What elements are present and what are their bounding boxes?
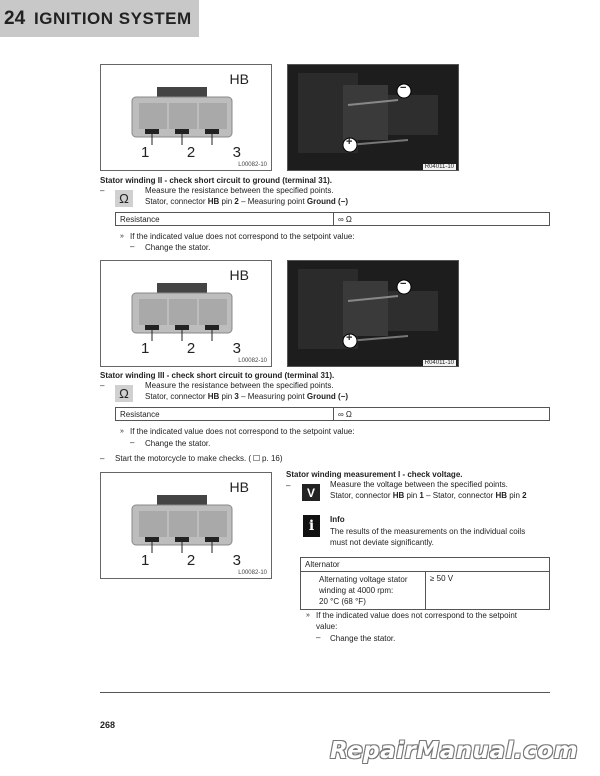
sub-dash: – — [316, 633, 321, 642]
photo-code: R04011-10 — [424, 164, 454, 170]
alt-spec-value: ≥ 50 V — [430, 574, 454, 583]
pin-1: 1 — [141, 144, 150, 161]
section1-heading: Stator winding II - check short circuit to ground (terminal 31). — [100, 176, 333, 185]
plus-marker: + — [346, 332, 353, 344]
connector-label: HB — [229, 479, 249, 495]
connector-image — [127, 283, 237, 341]
page-ref-link[interactable]: p. 16) — [262, 454, 283, 463]
connector-figure-3 — [100, 472, 272, 579]
page-number: 268 — [100, 720, 116, 730]
pin-3: 3 — [232, 144, 241, 161]
section3-heading: Stator winding measurement I - check voltage. — [286, 470, 463, 479]
pin-numbers — [141, 144, 241, 161]
page-ref-icon — [253, 455, 260, 461]
footer-divider — [100, 692, 550, 693]
alternator-spec-table — [300, 557, 550, 610]
chapter-number: 24 — [4, 7, 26, 29]
section1-instructions: Measure the resistance between the specified points. Stator, connector HB pin 2 – Measuring point Ground (−) — [145, 186, 348, 206]
condition-bullet: » If the indicated value does not correspond to the setpoint value: — [120, 232, 355, 241]
plus-marker: + — [346, 136, 353, 148]
start-text: Start the motorcycle to make checks. ( p. 16) — [115, 454, 283, 463]
pin-3: 3 — [232, 552, 241, 569]
resistance-spec-table — [115, 212, 550, 226]
minus-marker: − — [400, 278, 407, 290]
connector-figure-1 — [100, 64, 272, 171]
step-dash: – — [100, 381, 105, 390]
spec-label: Resistance — [116, 408, 334, 420]
engine-photo-image — [288, 261, 459, 367]
pin-2: 2 — [186, 144, 196, 161]
condition-bullet: » If the indicated value does not correspond to the setpoint value: — [120, 427, 355, 436]
step-dash: – — [286, 481, 291, 490]
connector-figure-2 — [100, 260, 272, 367]
section2-heading: Stator winding III - check short circuit to ground (terminal 31). — [100, 371, 335, 380]
figure-code: L00082-10 — [238, 570, 267, 576]
voltage-icon: V — [302, 484, 320, 501]
pin-numbers — [141, 552, 241, 569]
info-title: Info — [330, 515, 345, 524]
resistance-spec-table — [115, 407, 550, 421]
engine-photo-2 — [287, 260, 459, 367]
step-dash: – — [100, 186, 105, 195]
ohm-icon: Ω — [115, 190, 133, 207]
pin-2: 2 — [186, 552, 196, 569]
engine-photo-image — [288, 65, 459, 171]
action-text: Change the stator. — [145, 439, 211, 448]
info-text: The results of the measurements on the individual coils must not deviate significantly. — [330, 527, 526, 547]
section2-instructions: Measure the resistance between the specified points. Stator, connector HB pin 3 – Measuring point Ground (−) — [145, 381, 348, 401]
pin-1: 1 — [141, 340, 150, 357]
pin-numbers — [141, 340, 241, 357]
start-dash: – — [100, 454, 105, 463]
chapter-header — [0, 0, 199, 37]
connector-image — [127, 495, 237, 553]
section3-instructions: Measure the voltage between the specified points. Stator, connector HB pin 1 – Stator, connector HB pin 2 — [330, 480, 527, 500]
ohm-icon: Ω — [115, 385, 133, 402]
pin-1: 1 — [141, 552, 150, 569]
pin-3: 3 — [232, 340, 241, 357]
condition-bullet: » If the indicated value does not correspond to the setpoint value: — [306, 611, 518, 631]
spec-label: Resistance — [116, 213, 334, 225]
minus-marker: − — [400, 82, 407, 94]
connector-label: HB — [229, 267, 249, 283]
watermark-logo: RepairManual.com — [330, 738, 579, 764]
spec-value: ∞ Ω — [338, 215, 352, 224]
action-text: Change the stator. — [145, 243, 211, 252]
photo-code: R04011-10 — [424, 360, 454, 366]
spec-value: ∞ Ω — [338, 410, 352, 419]
connector-image — [127, 87, 237, 145]
pin-2: 2 — [186, 340, 196, 357]
figure-code: L00082-10 — [238, 358, 267, 364]
alt-table-header: Alternator — [301, 558, 549, 572]
figure-code: L00082-10 — [238, 162, 267, 168]
sub-dash: – — [130, 438, 135, 447]
info-icon: i — [303, 515, 320, 537]
connector-label: HB — [229, 71, 249, 87]
engine-photo-1 — [287, 64, 459, 171]
sub-dash: – — [130, 242, 135, 251]
chapter-title: IGNITION SYSTEM — [34, 8, 192, 28]
action-text: Change the stator. — [330, 634, 396, 643]
alt-spec-label: Alternating voltage stator winding at 4000 rpm: 20 °C (68 °F) — [317, 572, 426, 609]
